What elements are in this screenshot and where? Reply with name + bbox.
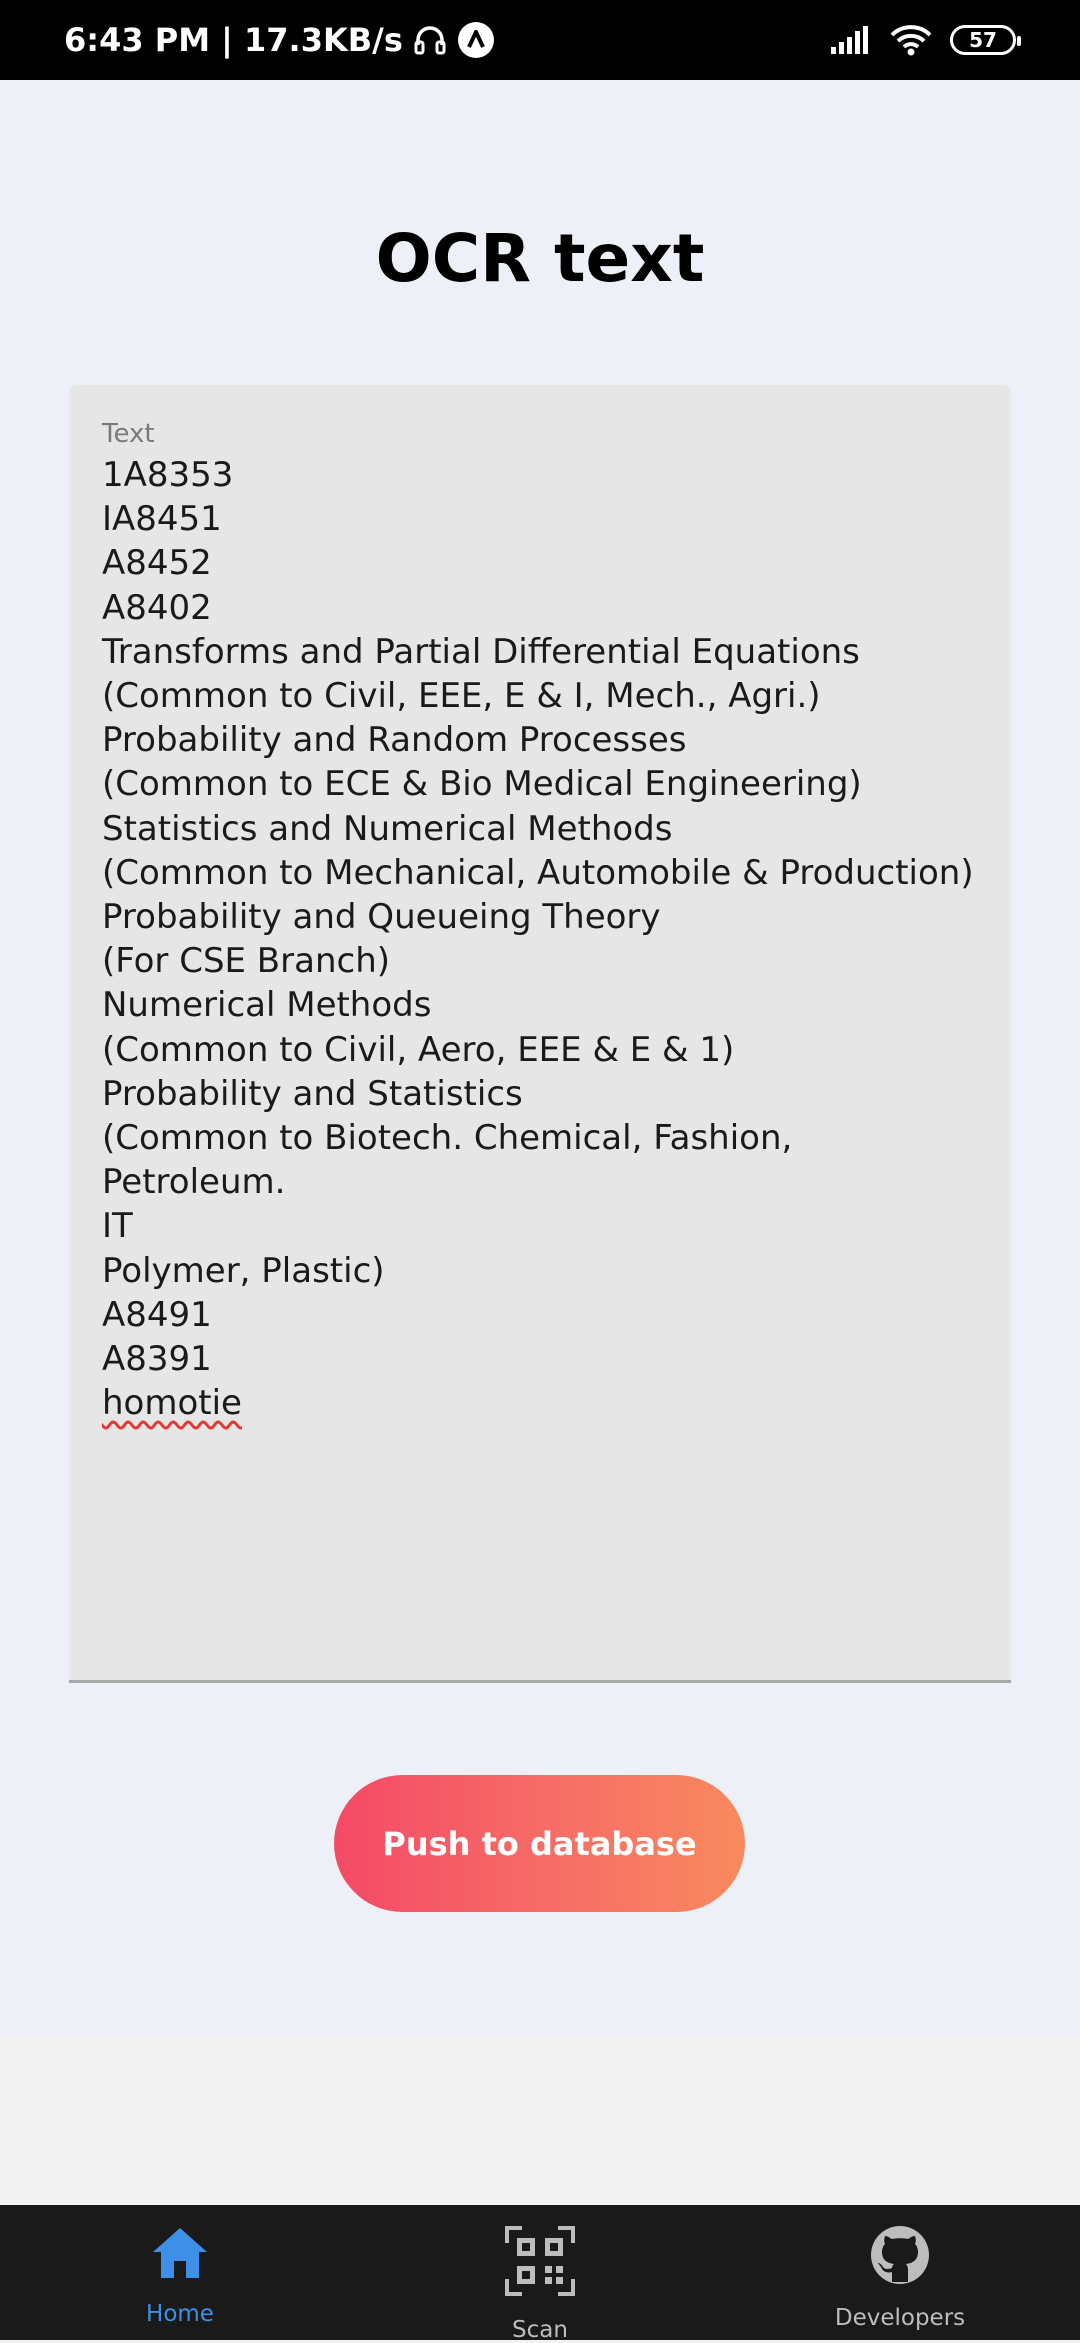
main-content: [0, 80, 1080, 2035]
signal-icon: [830, 25, 872, 55]
nav-item-scan[interactable]: [360, 2205, 720, 2343]
misspelled-word[interactable]: homotie: [102, 1383, 242, 1424]
text-field-label: Text: [102, 419, 155, 449]
nav-label-home: Home: [146, 2301, 214, 2327]
ocr-text-body[interactable]: 1A8353 IA8451 A8452 A8402 Transforms and Partial Differential Equations (Common to Civil, EEE, E & I, Mech., Agri.) Probability and Random Processes (Common to ECE & Bio Medical Engineering) Statistics and Numerical Methods (Common to Mechanical, Automobile & Production) Probability and Queueing Theory (For CSE Branch) Numerical Methods (Common to Civil, Aero, EEE & E & 1) Probability and Statistics (Common to Biotech. Chemical, Fashion, Petroleum. IT Polymer, Plastic) A8491 A8391: [102, 455, 974, 1380]
bottom-navigation: [0, 2205, 1080, 2343]
ocr-text-field[interactable]: [69, 385, 1011, 1683]
nav-label-developers: Developers: [834, 2305, 966, 2331]
status-bar: [0, 0, 1080, 80]
nav-item-developers[interactable]: [720, 2205, 1080, 2340]
battery-icon: [950, 25, 1016, 55]
push-to-database-button[interactable]: Push to database: [334, 1775, 745, 1912]
wifi-icon: [890, 24, 932, 56]
nav-item-home[interactable]: [0, 2205, 360, 2340]
ocr-text-value[interactable]: [102, 453, 978, 1425]
status-time: 6:43 PM | 17.3KB/s: [64, 21, 403, 59]
qr-code-icon: [504, 2225, 576, 2297]
nav-label-scan: Scan: [512, 2317, 568, 2343]
headset-icon: [413, 23, 447, 57]
github-icon: [870, 2225, 930, 2285]
page-title: OCR text: [375, 220, 705, 297]
app-notification-icon: [457, 21, 495, 59]
home-icon: [151, 2225, 209, 2281]
battery-level: 57: [969, 28, 997, 52]
